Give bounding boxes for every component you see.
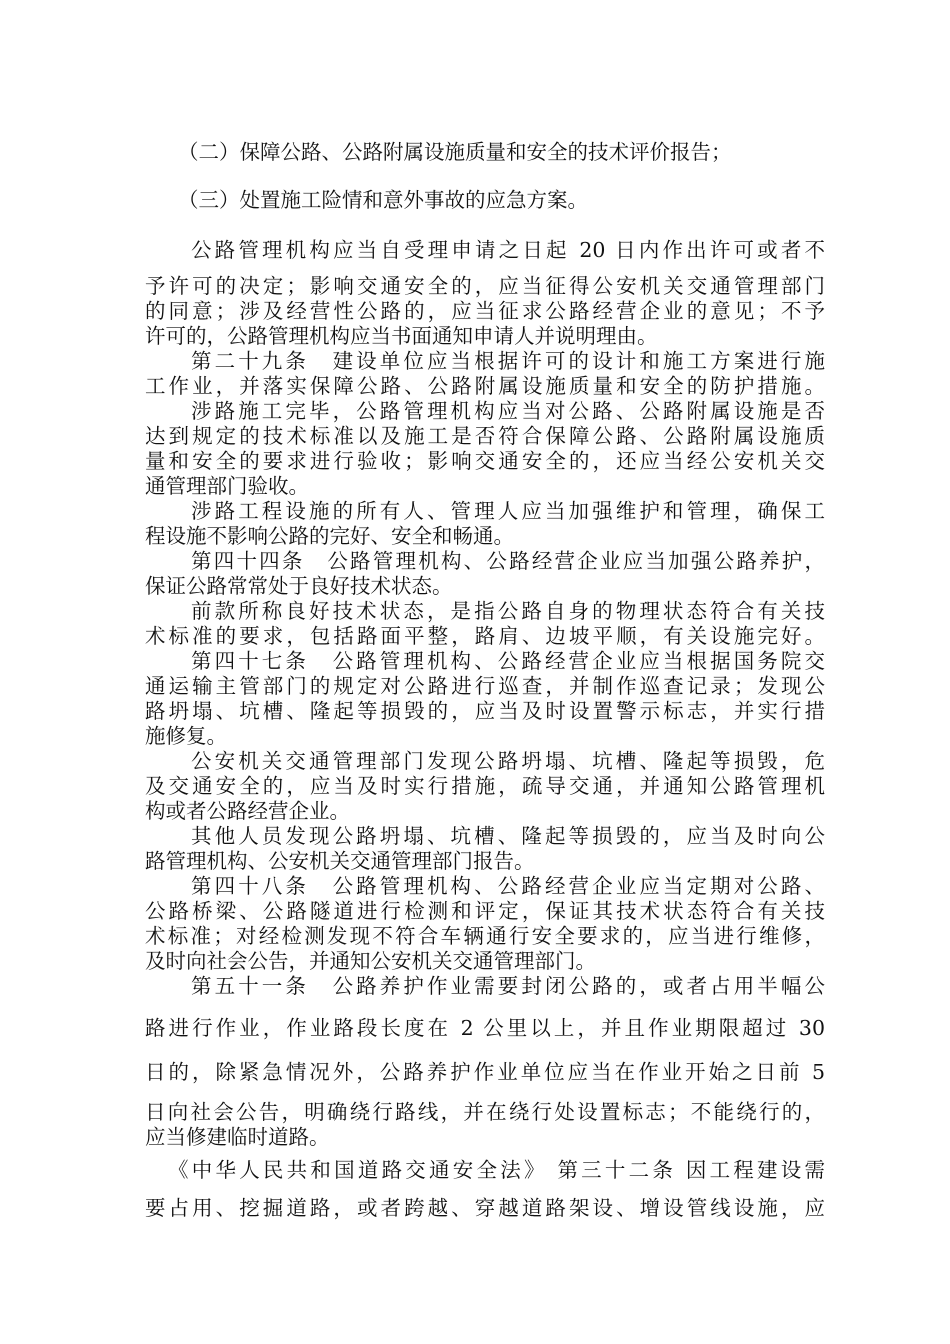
paragraph-line: 通运输主管部门的规定对公路进行巡查，并制作巡查记录；发现公	[145, 674, 825, 698]
paragraph-line: 涉路施工完毕，公路管理机构应当对公路、公路附属设施是否	[191, 399, 825, 423]
paragraph-line: 及交通安全的，应当及时实行措施，疏导交通，并通知公路管理机	[145, 774, 825, 798]
paragraph-line: 保证公路常常处于良好技术状态。	[145, 574, 453, 598]
paragraph-line: 通管理部门验收。	[145, 474, 309, 498]
article-29-line: 第二十九条 建设单位应当根据许可的设计和施工方案进行施	[191, 349, 825, 373]
paragraph-line: 公安机关交通管理部门发现公路坍塌、坑槽、隆起等损毁，危	[191, 749, 825, 773]
article-44-line: 第四十四条 公路管理机构、公路经营企业应当加强公路养护，	[191, 549, 825, 573]
paragraph-line: 公路桥梁、公路隧道进行检测和评定，保证其技术状态符合有关技	[145, 899, 825, 923]
paragraph-line: 术标准的要求，包括路面平整，路肩、边坡平顺，有关设施完好。	[145, 624, 825, 648]
paragraph-line: 日向社会公告，明确绕行路线，并在绕行处设置标志；不能绕行的，	[145, 1100, 825, 1124]
paragraph-line: 要占用、挖掘道路，或者跨越、穿越道路架设、增设管线设施，应	[145, 1196, 825, 1220]
paragraph-line: 应当修建临时道路。	[145, 1125, 330, 1149]
paragraph-line: 路坍塌、坑槽、隆起等损毁的，应当及时设置警示标志，并实行措	[145, 699, 825, 723]
paragraph-line: 达到规定的技术标准以及施工是否符合保障公路、公路附属设施质	[145, 424, 825, 448]
article-51-line: 第五十一条 公路养护作业需要封闭公路的，或者占用半幅公	[191, 974, 825, 998]
paragraph-line: 工作业，并落实保障公路、公路附属设施质量和安全的防护措施。	[145, 374, 825, 398]
item-two: （二）保障公路、公路附属设施质量和安全的技术评价报告；	[178, 140, 732, 164]
paragraph-line: 量和安全的要求进行验收；影响交通安全的，还应当经公安机关交	[145, 449, 825, 473]
paragraph-line: 许可的，公路管理机构应当书面通知申请人并说明理由。	[145, 324, 658, 348]
paragraph-line: 予许可的决定；影响交通安全的，应当征得公安机关交通管理部门	[145, 274, 825, 298]
paragraph-line: 前款所称良好技术状态，是指公路自身的物理状态符合有关技	[191, 599, 825, 623]
paragraph-line: 施修复。	[145, 724, 227, 748]
paragraph-line: 涉路工程设施的所有人、管理人应当加强维护和管理，确保工	[191, 499, 825, 523]
article-47-line: 第四十七条 公路管理机构、公路经营企业应当根据国务院交	[191, 649, 825, 673]
paragraph-line: 路进行作业，作业路段长度在 2 公里以上，并且作业期限超过 30	[145, 1016, 825, 1040]
item-three: （三）处置施工险情和意外事故的应急方案。	[178, 188, 588, 212]
paragraph-line: 日的，除紧急情况外，公路养护作业单位应当在作业开始之日前 5	[145, 1060, 825, 1084]
law-citation-line: 《中华人民共和国道路交通安全法》 第三十二条 因工程建设需	[168, 1158, 825, 1182]
paragraph-line: 公路管理机构应当自受理申请之日起 20 日内作出许可或者不	[191, 238, 825, 262]
paragraph-line: 路管理机构、公安机关交通管理部门报告。	[145, 849, 535, 873]
paragraph-line: 程设施不影响公路的完好、安全和畅通。	[145, 524, 514, 548]
paragraph-line: 其他人员发现公路坍塌、坑槽、隆起等损毁的，应当及时向公	[191, 824, 825, 848]
article-48-line: 第四十八条 公路管理机构、公路经营企业应当定期对公路、	[191, 874, 825, 898]
paragraph-line: 及时向社会公告，并通知公安机关交通管理部门。	[145, 949, 596, 973]
paragraph-line: 构或者公路经营企业。	[145, 799, 350, 823]
paragraph-line: 术标准；对经检测发现不符合车辆通行安全要求的，应当进行维修，	[145, 924, 825, 948]
paragraph-line: 的同意；涉及经营性公路的，应当征求公路经营企业的意见；不予	[145, 299, 825, 323]
